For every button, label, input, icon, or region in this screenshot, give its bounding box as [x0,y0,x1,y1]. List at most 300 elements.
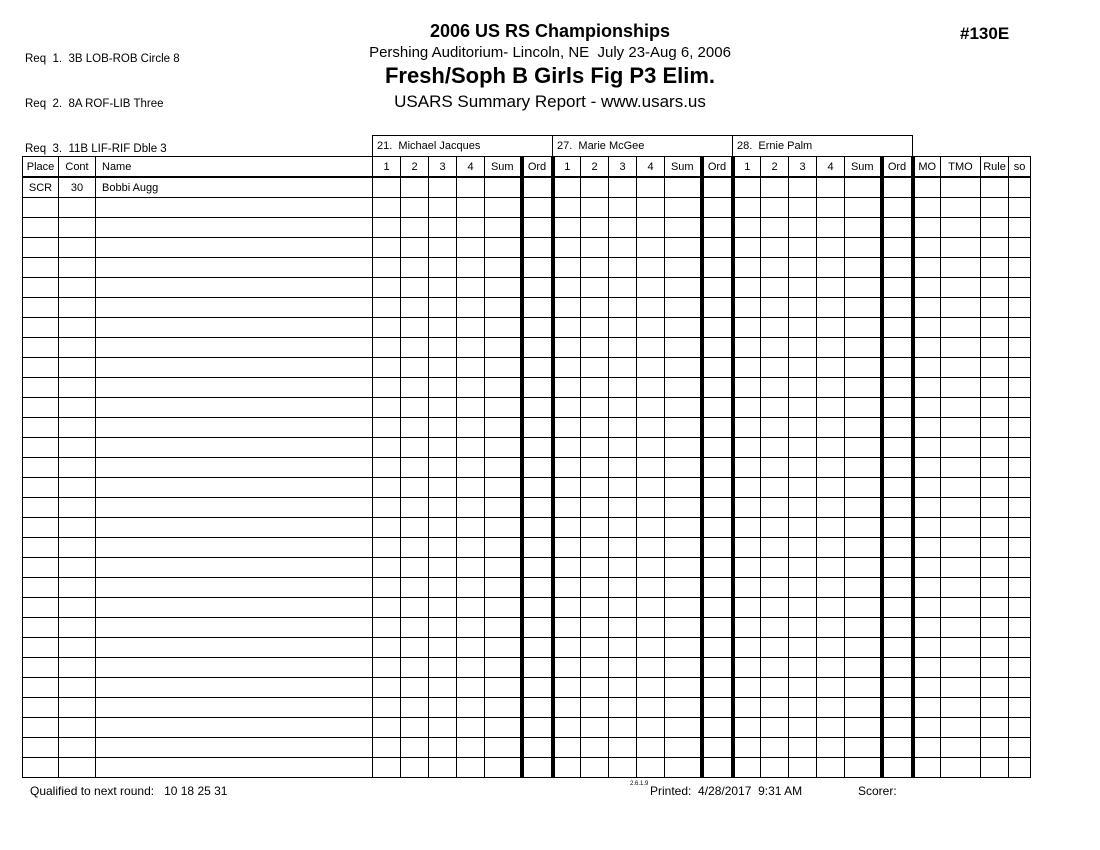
cell [733,378,761,398]
cell [665,598,702,618]
cell [522,638,553,658]
cell [401,698,429,718]
score-table [22,135,1031,778]
cell [733,698,761,718]
cell [59,298,96,318]
cell [882,238,913,258]
cell [96,678,373,698]
cell [845,338,882,358]
cell [981,298,1009,318]
cell [522,578,553,598]
judge-row-right-spacer [913,136,1031,157]
cell [553,578,581,598]
cell [845,638,882,658]
cell [665,538,702,558]
cell [817,698,845,718]
cell [733,678,761,698]
cell [609,278,637,298]
cell [637,718,665,738]
cell [581,358,609,378]
cell [845,658,882,678]
cell [373,398,401,418]
cell [733,558,761,578]
cell [581,658,609,678]
cell [733,458,761,478]
cell [981,698,1009,718]
cell [761,758,789,778]
cell [401,658,429,678]
cell [609,638,637,658]
cell [429,578,457,598]
cell [581,378,609,398]
cell [96,758,373,778]
cell [609,738,637,758]
cell [23,418,59,438]
cell [429,558,457,578]
title-block [0,20,1100,114]
cell [981,678,1009,698]
cell [522,758,553,778]
cell [373,478,401,498]
cell [553,358,581,378]
cell [609,418,637,438]
cell [733,278,761,298]
cell [637,258,665,278]
column-header-tmo: TMO [941,157,981,178]
cell [1009,518,1031,538]
cell [733,218,761,238]
cell [457,618,485,638]
cell [665,418,702,438]
cell [373,218,401,238]
cell [981,418,1009,438]
cell [789,538,817,558]
cell [761,618,789,638]
cell [882,278,913,298]
column-header-sum: Sum [665,157,702,178]
cell [96,338,373,358]
cell [817,177,845,198]
cell [553,478,581,498]
cell [96,538,373,558]
cell [761,238,789,258]
cell [96,478,373,498]
cell [981,258,1009,278]
cell [96,238,373,258]
cell [609,678,637,698]
cell [913,278,941,298]
cell [637,418,665,438]
cell [882,698,913,718]
cell [637,318,665,338]
cell [761,298,789,318]
cell [485,478,522,498]
cell [429,458,457,478]
judge-header-row [23,136,1031,157]
cell [59,358,96,378]
cell [401,598,429,618]
cell [522,718,553,738]
cell [665,378,702,398]
cell [609,518,637,538]
cell [522,398,553,418]
cell [913,758,941,778]
cell [789,278,817,298]
cell [23,478,59,498]
cell [553,298,581,318]
cell [457,578,485,598]
cell [761,738,789,758]
column-header-3: 3 [609,157,637,178]
cell [665,578,702,598]
cell [23,638,59,658]
column-header-3: 3 [789,157,817,178]
cell [1009,418,1031,438]
cell [553,318,581,338]
cell [981,598,1009,618]
cell [733,518,761,538]
cell [401,458,429,478]
printed-note: Printed: 4/28/2017 9:31 AM [650,784,803,798]
cell [789,718,817,738]
cell [702,678,733,698]
cell [522,658,553,678]
cell [522,258,553,278]
cell [401,558,429,578]
cell [882,478,913,498]
cell [1009,358,1031,378]
cell [59,318,96,338]
cell [981,398,1009,418]
cell [23,458,59,478]
cell [59,438,96,458]
cell [96,458,373,478]
cell [665,398,702,418]
cell [637,498,665,518]
cell [761,177,789,198]
cell [59,518,96,538]
place-cell: SCR [23,177,59,198]
cell [702,378,733,398]
cell [702,478,733,498]
cell [913,458,941,478]
cell [817,478,845,498]
cell [485,738,522,758]
cell [96,298,373,318]
column-header-4: 4 [817,157,845,178]
cell [761,518,789,538]
cell [485,538,522,558]
cell [401,638,429,658]
cell [373,618,401,638]
cell [59,758,96,778]
cell [981,198,1009,218]
cell [522,378,553,398]
cell [845,177,882,198]
cell [845,618,882,638]
cell [789,738,817,758]
cell [845,738,882,758]
cell [733,638,761,658]
judge-row-left-spacer [23,136,373,157]
cell [702,198,733,218]
cell [553,438,581,458]
cell [457,738,485,758]
cell [817,378,845,398]
table-row [23,738,1031,758]
cell [581,638,609,658]
cell [789,658,817,678]
cell [882,678,913,698]
cell [817,658,845,678]
cell [702,638,733,658]
cell [96,738,373,758]
cell [1009,198,1031,218]
table-row [23,658,1031,678]
cell [817,198,845,218]
table-row [23,278,1031,298]
cell [882,438,913,458]
cell [553,758,581,778]
cell [733,198,761,218]
cell [789,338,817,358]
cell [733,578,761,598]
cell [457,177,485,198]
cell [637,398,665,418]
cell [457,398,485,418]
cell [485,358,522,378]
cell [913,198,941,218]
column-header-1: 1 [553,157,581,178]
cell [401,398,429,418]
cell [789,177,817,198]
cell [457,378,485,398]
cell [817,598,845,618]
cell [23,658,59,678]
cell [485,238,522,258]
cell [702,177,733,198]
cell [485,498,522,518]
cell [485,298,522,318]
cell [845,698,882,718]
cell [522,338,553,358]
cell [522,458,553,478]
cell [485,638,522,658]
cell [789,698,817,718]
cell [845,458,882,478]
cell [373,258,401,278]
cell [733,177,761,198]
cell [761,658,789,678]
cell [522,678,553,698]
cell [553,418,581,438]
cell [457,638,485,658]
cell [761,438,789,458]
cell [981,338,1009,358]
cell [59,258,96,278]
cell [96,558,373,578]
table-row [23,318,1031,338]
cell [457,478,485,498]
cell [23,498,59,518]
cell [761,358,789,378]
cell [789,358,817,378]
cell [845,718,882,738]
cell [1009,378,1031,398]
table-row [23,418,1031,438]
cell [373,238,401,258]
cell [789,298,817,318]
cell [23,378,59,398]
cell [1009,338,1031,358]
cell [522,738,553,758]
cell [913,578,941,598]
table-row [23,498,1031,518]
cell [882,638,913,658]
cell [913,418,941,438]
cell [789,578,817,598]
cell [665,718,702,738]
cell [553,738,581,758]
cell [553,618,581,638]
cell [522,198,553,218]
cell [1009,658,1031,678]
cell [817,358,845,378]
table-row [23,218,1031,238]
cell [23,518,59,538]
version-note: 2.6.1.9 [630,781,649,787]
cell [401,718,429,738]
cell [581,518,609,538]
table-row [23,298,1031,318]
cell [913,598,941,618]
cell [581,738,609,758]
cell [581,618,609,638]
cell [485,458,522,478]
cell [981,618,1009,638]
judge-3-name: 28. Ernie Palm [733,136,913,157]
cell [457,238,485,258]
table-row [23,698,1031,718]
cell [522,438,553,458]
cell [1009,498,1031,518]
cell [702,658,733,678]
cell [59,338,96,358]
cell [845,758,882,778]
cell [373,658,401,678]
cell [845,298,882,318]
cell [457,258,485,278]
cell [96,658,373,678]
cell [637,298,665,318]
cell [485,398,522,418]
cell [665,338,702,358]
cell [373,298,401,318]
cell [581,598,609,618]
cell [981,318,1009,338]
cell [1009,318,1031,338]
cell [59,398,96,418]
cell [702,598,733,618]
cell [845,278,882,298]
cell [665,738,702,758]
cell [913,718,941,738]
cell [522,518,553,538]
cell [553,658,581,678]
cell [553,278,581,298]
cell [981,758,1009,778]
cell [457,298,485,318]
cell [1009,298,1031,318]
table-row [23,718,1031,738]
cell [96,398,373,418]
cell [702,318,733,338]
cell [429,278,457,298]
report-type-line: USARS Summary Report - www.usars.us [394,92,706,111]
cell [761,638,789,658]
cell [581,478,609,498]
cell [23,218,59,238]
cell [457,518,485,538]
cell [845,498,882,518]
cell [913,538,941,558]
cell [1009,538,1031,558]
cell [553,498,581,518]
cell [553,398,581,418]
cell [59,558,96,578]
cell [553,698,581,718]
cell [373,738,401,758]
cell [1009,738,1031,758]
cell [882,458,913,478]
cell [373,318,401,338]
cell [845,318,882,338]
name-cell: Bobbi Augg [96,177,373,198]
cell [553,258,581,278]
cell [373,758,401,778]
cell [789,638,817,658]
cell [941,758,981,778]
cell [817,538,845,558]
cell [522,177,553,198]
cell [522,698,553,718]
cell [882,398,913,418]
cell [401,738,429,758]
cell [373,698,401,718]
cell [913,518,941,538]
cell [817,578,845,598]
cell [96,258,373,278]
cell [429,678,457,698]
cell [761,478,789,498]
cell [401,518,429,538]
cell [817,298,845,318]
cell [1009,678,1031,698]
cell [702,758,733,778]
cell [941,538,981,558]
requirement-line-1: Req 1. 3B LOB-ROB Circle 8 [25,53,180,65]
cell [981,358,1009,378]
cell [457,718,485,738]
cell [702,218,733,238]
cell [941,658,981,678]
cell [522,218,553,238]
cell [373,458,401,478]
cell [59,478,96,498]
cell [429,218,457,238]
cell [637,478,665,498]
cell [882,318,913,338]
